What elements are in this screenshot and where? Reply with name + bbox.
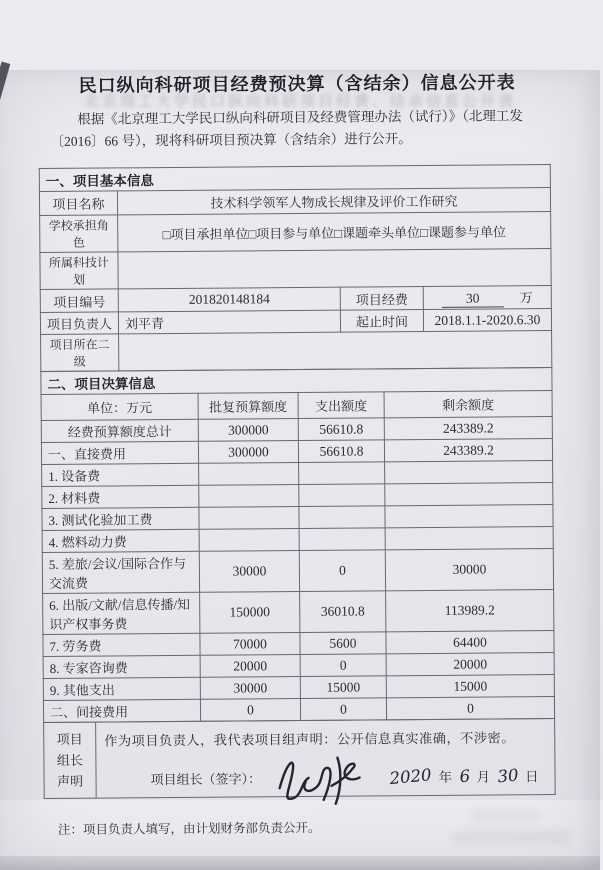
budget-approved: 300000 [198, 419, 298, 442]
budget-remaining: 243389.2 [384, 439, 552, 462]
date-month-label: 月 [476, 769, 491, 785]
budget-approved [199, 485, 299, 508]
section-1-title: 一、项目基本信息 [39, 165, 550, 192]
budget-row-label: 9. 其他支出 [43, 677, 200, 700]
declaration-table [43, 718, 556, 799]
budget-spent: 56610.8 [298, 440, 384, 463]
funding-label: 项目经费 [340, 287, 423, 311]
intro-paragraph [50, 105, 544, 153]
budget-approved: 150000 [200, 592, 300, 634]
funding-amount: 30 [442, 290, 504, 307]
budget-approved: 300000 [198, 441, 298, 464]
budget-approved: 20000 [200, 655, 300, 678]
budget-col-approved: 批复预算额度 [198, 393, 298, 420]
program-value [118, 249, 551, 289]
footnote: 注：项目负责人填写，由计划财务部负责公开。 [57, 820, 321, 837]
budget-remaining: 243389.2 [384, 417, 552, 440]
date-year: 2020 [388, 765, 433, 789]
budget-spent [299, 528, 385, 551]
budget-approved: 30000 [200, 677, 300, 700]
budget-spent: 0 [300, 654, 386, 677]
leader-label: 项目负责人 [40, 312, 118, 335]
budget-remaining: 30000 [385, 549, 553, 591]
declaration-label: 项目 组长 声明 [44, 722, 97, 798]
budget-spent: 56610.8 [298, 418, 384, 441]
document-sheet [0, 68, 603, 839]
funding-value-cell [423, 286, 551, 310]
budget-row-label: 经费预算额度总计 [41, 419, 198, 442]
budget-spent [299, 506, 385, 529]
budget-remaining [385, 505, 553, 528]
budget-row-label: 5. 差旅/会议/国际合作与交流费 [42, 551, 199, 593]
declaration-body [96, 719, 556, 799]
budget-remaining [385, 461, 553, 484]
signature-handwriting [265, 747, 373, 806]
program-label: 所属科技计划 [40, 252, 118, 290]
budget-spent [299, 462, 385, 485]
budget-remaining: 15000 [386, 675, 554, 698]
budget-remaining [385, 527, 553, 550]
budget-row-label: 3. 测试化验加工费 [42, 507, 199, 530]
budget-spent: 5600 [300, 632, 386, 655]
school-role-checkbox-options: □项目承担单位□项目参与单位□课题牵头单位□课题参与单位 [118, 212, 551, 252]
date-day-label: 日 [524, 769, 539, 785]
budget-col-remaining: 剩余额度 [384, 391, 552, 418]
budget-spent: 0 [299, 550, 385, 592]
signature-line [150, 762, 548, 791]
budget-approved [199, 529, 299, 552]
budget-row-label: 2. 材料费 [42, 485, 199, 508]
budget-spent: 0 [300, 698, 386, 721]
project-no-value: 201820148184 [118, 287, 340, 312]
project-name-label: 项目名称 [39, 191, 117, 216]
page-bleedthrough-text: 北京理工大学民口纵向科研项目经费、结余信息公开表 [83, 94, 516, 110]
dept-label: 项目所在二级 [41, 334, 119, 372]
budget-spent: 36010.8 [300, 591, 386, 633]
sign-label: 项目组长（签字）： [150, 770, 262, 787]
budget-table [40, 367, 555, 723]
budget-remaining: 20000 [386, 653, 554, 676]
budget-approved: 30000 [199, 551, 299, 593]
budget-remaining [385, 483, 553, 506]
period-value: 2018.1.1-2020.6.30 [423, 309, 551, 332]
leader-value: 刘平青 [118, 310, 340, 334]
declaration-statement: 作为项目负责人，我代表项目组声明：公开信息真实准确，不涉密。 [104, 730, 515, 749]
budget-spent: 15000 [300, 676, 386, 699]
project-name-value: 技术科学领军人物成长规律及评价工作研究 [117, 188, 550, 215]
intro-line-2: 〔2016〕66 号），现将科研项目预决算（含结余）进行公开。 [50, 131, 412, 149]
date-day: 30 [496, 765, 519, 787]
funding-unit: 万 [519, 290, 533, 306]
budget-row-label: 4. 燃料动力费 [42, 529, 199, 552]
budget-remaining: 0 [386, 697, 554, 720]
photo-bottom-edge [0, 856, 600, 870]
form-tables [39, 164, 555, 799]
signature-date [388, 765, 548, 789]
budget-remaining: 113989.2 [386, 590, 554, 632]
budget-col-spent: 支出额度 [298, 392, 384, 419]
basic-info-table [39, 164, 553, 372]
period-label: 起止时间 [340, 310, 423, 333]
budget-row-label: 1. 设备费 [42, 463, 199, 486]
budget-row-label: 8. 专家咨询费 [43, 655, 200, 678]
school-role-label: 学校承担角色 [40, 215, 118, 253]
budget-row-label: 6. 出版/文献/信息传播/知识产权事务费 [43, 592, 200, 634]
section-2-title: 二、项目决算信息 [41, 368, 552, 395]
intro-line-1: 根据《北京理工大学民口纵向科研项目及经费管理办法（试行）》（北理工发 [77, 108, 523, 127]
budget-row-label: 7. 劳务费 [43, 633, 200, 656]
budget-remaining: 64400 [386, 631, 554, 654]
project-no-label: 项目编号 [40, 289, 118, 313]
budget-spent [299, 484, 385, 507]
date-month: 6 [458, 766, 471, 787]
budget-row-label: 一、直接费用 [41, 441, 198, 464]
document-title: 民口纵向科研项目经费预决算（含结余）信息公开表 [78, 72, 516, 96]
budget-approved: 0 [200, 699, 300, 722]
date-year-label: 年 [438, 769, 453, 785]
budget-approved [199, 463, 299, 486]
budget-col-unit: 单位：万元 [41, 393, 198, 420]
budget-approved [199, 507, 299, 530]
budget-approved: 70000 [200, 633, 300, 656]
dept-value [119, 331, 552, 371]
budget-row-label: 二、间接费用 [43, 699, 200, 722]
